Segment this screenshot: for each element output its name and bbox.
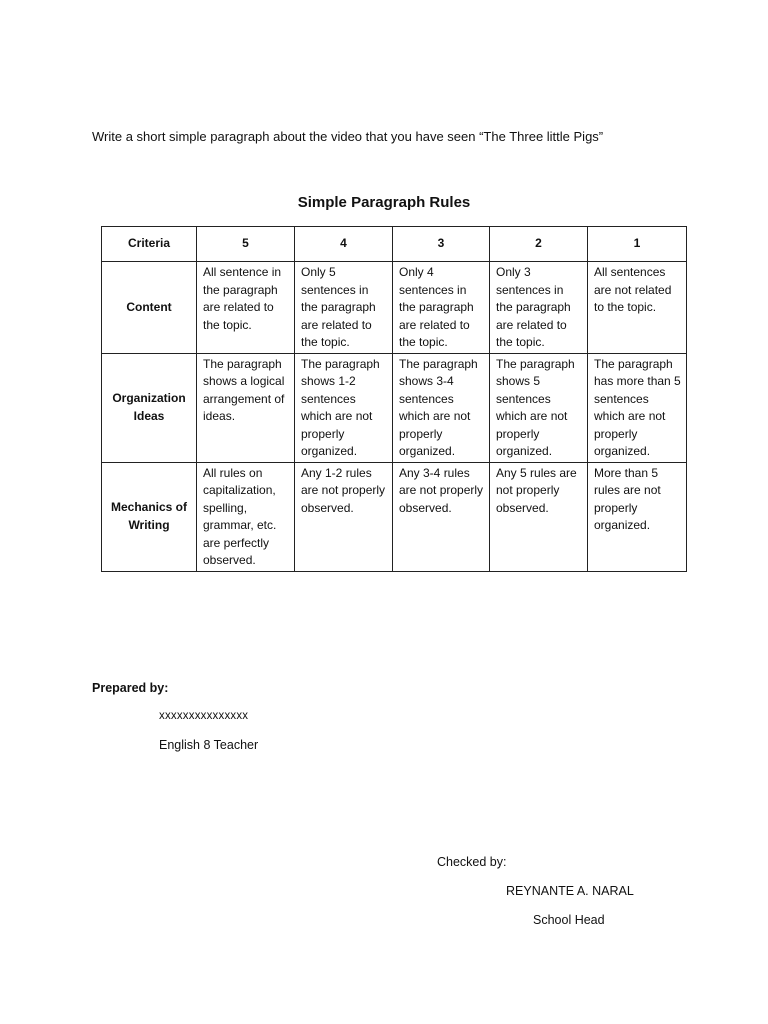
table-header-row xyxy=(102,227,687,262)
criteria-mechanics: Mechanics of Writing xyxy=(102,462,197,571)
table-cell: Any 1-2 rules are not properly observed. xyxy=(295,462,393,571)
table-cell: Any 5 rules are not properly observed. xyxy=(490,462,588,571)
prepared-by-label: Prepared by: xyxy=(92,681,169,695)
instruction-text: Write a short simple paragraph about the video that you have seen “The Three little Pigs” xyxy=(92,129,604,144)
table-row xyxy=(102,462,687,571)
table-row xyxy=(102,262,687,354)
table-cell: All sentences are not related to the topic. xyxy=(588,262,687,354)
table-cell: The paragraph shows a logical arrangement of ideas. xyxy=(197,353,295,462)
rubric-table xyxy=(101,226,687,572)
criteria-organization: Organization Ideas xyxy=(102,353,197,462)
table-cell: All rules on capitalization, spelling, grammar, etc. are perfectly observed. xyxy=(197,462,295,571)
prepared-by-role: English 8 Teacher xyxy=(159,738,259,752)
header-score-5: 5 xyxy=(197,227,295,262)
header-criteria: Criteria xyxy=(102,227,197,262)
header-score-1: 1 xyxy=(588,227,687,262)
rubric-title: Simple Paragraph Rules xyxy=(297,194,471,211)
table-cell: The paragraph shows 5 sentences which are not properly organized. xyxy=(490,353,588,462)
table-cell: Only 5 sentences in the paragraph are related to the topic. xyxy=(295,262,393,354)
header-score-4: 4 xyxy=(295,227,393,262)
prepared-by-name: xxxxxxxxxxxxxxx xyxy=(159,710,249,722)
table-cell: The paragraph shows 3-4 sentences which are not properly organized. xyxy=(393,353,490,462)
checked-by-role: School Head xyxy=(533,913,605,927)
table-cell: Any 3-4 rules are not properly observed. xyxy=(393,462,490,571)
table-cell: The paragraph shows 1-2 sentences which are not properly organized. xyxy=(295,353,393,462)
header-score-3: 3 xyxy=(393,227,490,262)
checked-by-label: Checked by: xyxy=(437,855,507,869)
header-score-2: 2 xyxy=(490,227,588,262)
table-cell: All sentence in the paragraph are related to the topic. xyxy=(197,262,295,354)
table-row xyxy=(102,353,687,462)
criteria-content: Content xyxy=(102,262,197,354)
table-cell: Only 4 sentences in the paragraph are related to the topic. xyxy=(393,262,490,354)
table-cell: More than 5 rules are not properly organized. xyxy=(588,462,687,571)
table-cell: Only 3 sentences in the paragraph are related to the topic. xyxy=(490,262,588,354)
checked-by-name: REYNANTE A. NARAL xyxy=(506,884,634,898)
table-cell: The paragraph has more than 5 sentences which are not properly organized. xyxy=(588,353,687,462)
